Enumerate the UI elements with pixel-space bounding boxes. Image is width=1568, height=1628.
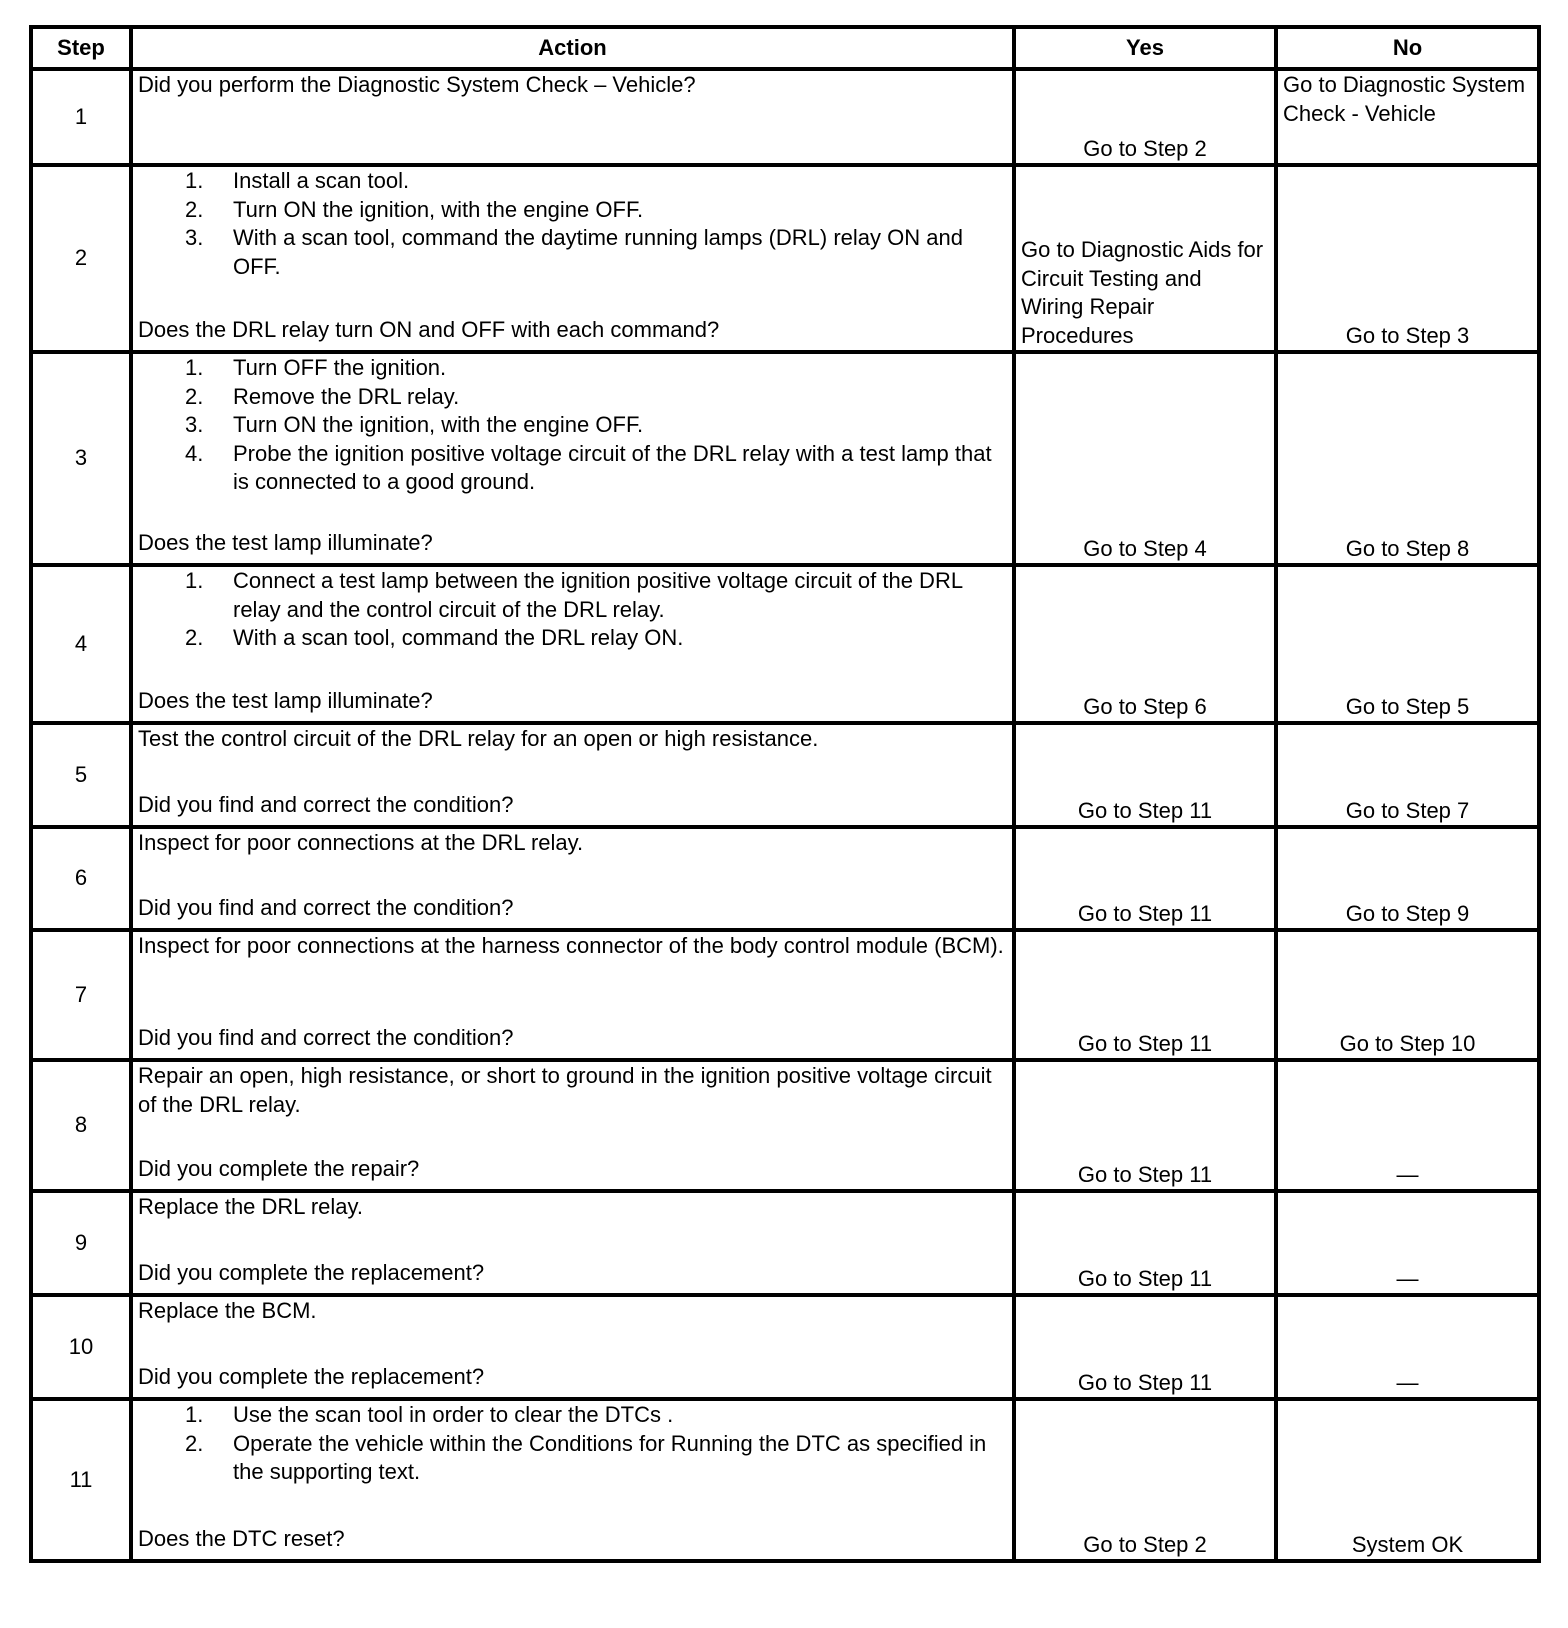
no-result: Go to Step 8 — [1276, 352, 1539, 565]
action-instructions — [138, 354, 1007, 497]
action-cell — [131, 1060, 1014, 1191]
action-content — [138, 71, 1007, 157]
instruction-item — [185, 567, 1007, 624]
table-row — [31, 565, 1539, 723]
action-content — [138, 1062, 1007, 1183]
action-content — [138, 567, 1007, 715]
table-row — [31, 165, 1539, 352]
instruction-number: 1. — [185, 568, 204, 593]
action-instructions — [138, 1062, 1007, 1119]
instruction-number: 1. — [185, 168, 204, 193]
action-cell — [131, 827, 1014, 930]
yes-result: Go to Step 6 — [1014, 565, 1276, 723]
yes-result: Go to Diagnostic Aids for Circuit Testing and Wiring Repair Procedures — [1014, 165, 1276, 352]
no-result: System OK — [1276, 1399, 1539, 1561]
action-cell — [131, 1191, 1014, 1295]
header-yes: Yes — [1014, 27, 1276, 69]
action-text: Replace the BCM. — [138, 1298, 317, 1323]
action-content — [138, 1297, 1007, 1391]
instruction-item — [185, 440, 1007, 497]
action-content — [138, 725, 1007, 819]
action-cell — [131, 352, 1014, 565]
instruction-number: 2. — [185, 625, 204, 650]
action-question: Did you find and correct the condition? — [138, 1024, 514, 1050]
no-result: Go to Step 3 — [1276, 165, 1539, 352]
instruction-item — [185, 167, 1007, 196]
step-number: 11 — [31, 1399, 131, 1561]
no-result: Go to Step 10 — [1276, 930, 1539, 1060]
action-instructions — [138, 829, 1007, 858]
table-row — [31, 1295, 1539, 1399]
instruction-list — [138, 567, 1007, 653]
no-result: Go to Step 9 — [1276, 827, 1539, 930]
yes-result: Go to Step 11 — [1014, 930, 1276, 1060]
instruction-text: Use the scan tool in order to clear the DTCs . — [233, 1402, 674, 1427]
action-question: Does the DTC reset? — [138, 1525, 345, 1551]
instruction-number: 2. — [185, 196, 204, 222]
action-instructions — [138, 1193, 1007, 1222]
instruction-number: 4. — [185, 440, 204, 466]
step-number: 5 — [31, 723, 131, 827]
action-instructions — [138, 725, 1007, 754]
action-instructions — [138, 71, 1007, 100]
instruction-item — [185, 624, 1007, 653]
instruction-text: Turn ON the ignition, with the engine OFF. — [233, 196, 644, 222]
step-number: 10 — [31, 1295, 131, 1399]
action-cell — [131, 565, 1014, 723]
action-question: Does the test lamp illuminate? — [138, 529, 433, 555]
action-cell — [131, 165, 1014, 352]
instruction-list — [138, 167, 1007, 281]
step-number: 7 — [31, 930, 131, 1060]
instruction-number: 1. — [185, 1402, 204, 1427]
table-row — [31, 352, 1539, 565]
action-question: Did you complete the repair? — [138, 1155, 420, 1181]
instruction-text: Install a scan tool. — [233, 168, 410, 193]
action-instructions — [138, 932, 1007, 961]
no-result: — — [1276, 1191, 1539, 1295]
step-number: 2 — [31, 165, 131, 352]
instruction-text: Probe the ignition positive voltage circuit of the DRL relay with a test lamp that is connected to a good ground. — [233, 440, 992, 494]
yes-result: Go to Step 4 — [1014, 352, 1276, 565]
action-content — [138, 1193, 1007, 1287]
table-row — [31, 1060, 1539, 1191]
table-row — [31, 1399, 1539, 1561]
action-cell — [131, 930, 1014, 1060]
instruction-item — [185, 224, 1007, 281]
no-result: Go to Step 7 — [1276, 723, 1539, 827]
step-number: 4 — [31, 565, 131, 723]
action-question: Does the DRL relay turn ON and OFF with each command? — [138, 316, 720, 342]
action-text: Replace the DRL relay. — [138, 1194, 363, 1219]
action-cell — [131, 69, 1014, 165]
instruction-item — [185, 411, 1007, 440]
action-question: Does the test lamp illuminate? — [138, 687, 433, 713]
action-cell — [131, 1399, 1014, 1561]
instruction-item — [185, 196, 1007, 225]
instruction-item — [185, 383, 1007, 412]
yes-result: Go to Step 11 — [1014, 723, 1276, 827]
step-number: 6 — [31, 827, 131, 930]
step-number: 9 — [31, 1191, 131, 1295]
table-row — [31, 1191, 1539, 1295]
no-result: Go to Step 5 — [1276, 565, 1539, 723]
yes-result: Go to Step 2 — [1014, 69, 1276, 165]
action-content — [138, 829, 1007, 922]
action-text: Inspect for poor connections at the DRL relay. — [138, 830, 584, 855]
action-question: Did you find and correct the condition? — [138, 894, 514, 920]
action-question: Did you complete the replacement? — [138, 1259, 485, 1285]
instruction-text: Remove the DRL relay. — [233, 383, 460, 409]
instruction-item — [185, 1401, 1007, 1430]
table-row — [31, 827, 1539, 930]
instruction-number: 3. — [185, 412, 204, 437]
instruction-text: Turn OFF the ignition. — [233, 355, 447, 380]
instruction-number: 1. — [185, 355, 204, 380]
table-row — [31, 930, 1539, 1060]
action-text: Test the control circuit of the DRL relay for an open or high resistance. — [138, 726, 819, 751]
instruction-text: Operate the vehicle within the Conditions for Running the DTC as specified in the supporting text. — [233, 1430, 987, 1484]
action-instructions — [138, 567, 1007, 653]
instruction-text: Connect a test lamp between the ignition positive voltage circuit of the DRL relay and the control circuit of the DRL relay. — [233, 568, 963, 622]
instruction-list — [138, 1401, 1007, 1487]
instruction-text: With a scan tool, command the DRL relay ON. — [233, 625, 684, 650]
instruction-list — [138, 354, 1007, 497]
action-text: Did you perform the Diagnostic System Check – Vehicle? — [138, 72, 696, 97]
instruction-item — [185, 354, 1007, 383]
table-row — [31, 723, 1539, 827]
instruction-text: With a scan tool, command the daytime running lamps (DRL) relay ON and OFF. — [233, 225, 963, 279]
action-instructions — [138, 1401, 1007, 1487]
header-action: Action — [131, 27, 1014, 69]
action-text: Repair an open, high resistance, or short to ground in the ignition positive voltage circuit of the DRL relay. — [138, 1063, 992, 1117]
action-instructions — [138, 167, 1007, 281]
instruction-number: 2. — [185, 383, 204, 409]
yes-result: Go to Step 11 — [1014, 1060, 1276, 1191]
instruction-item — [185, 1430, 1007, 1487]
yes-result: Go to Step 11 — [1014, 1295, 1276, 1399]
action-instructions — [138, 1297, 1007, 1326]
action-text: Inspect for poor connections at the harness connector of the body control module (BCM). — [138, 933, 1004, 958]
action-question: Did you complete the replacement? — [138, 1363, 485, 1389]
yes-result: Go to Step 11 — [1014, 1191, 1276, 1295]
action-content — [138, 167, 1007, 344]
header-no: No — [1276, 27, 1539, 69]
step-number: 1 — [31, 69, 131, 165]
header-step: Step — [31, 27, 131, 69]
action-cell — [131, 1295, 1014, 1399]
action-cell — [131, 723, 1014, 827]
action-content — [138, 354, 1007, 557]
no-result: — — [1276, 1295, 1539, 1399]
yes-result: Go to Step 11 — [1014, 827, 1276, 930]
action-question: Did you find and correct the condition? — [138, 791, 514, 817]
header-row — [31, 27, 1539, 69]
diagnostic-table — [29, 25, 1541, 1563]
no-result: Go to Diagnostic System Check - Vehicle — [1276, 69, 1539, 165]
action-content — [138, 1401, 1007, 1553]
instruction-text: Turn ON the ignition, with the engine OFF. — [233, 412, 644, 437]
no-result: — — [1276, 1060, 1539, 1191]
table-body — [31, 69, 1539, 1561]
action-content — [138, 932, 1007, 1052]
instruction-number: 3. — [185, 225, 204, 250]
step-number: 3 — [31, 352, 131, 565]
instruction-number: 2. — [185, 1430, 204, 1456]
yes-result: Go to Step 2 — [1014, 1399, 1276, 1561]
step-number: 8 — [31, 1060, 131, 1191]
table-row — [31, 69, 1539, 165]
